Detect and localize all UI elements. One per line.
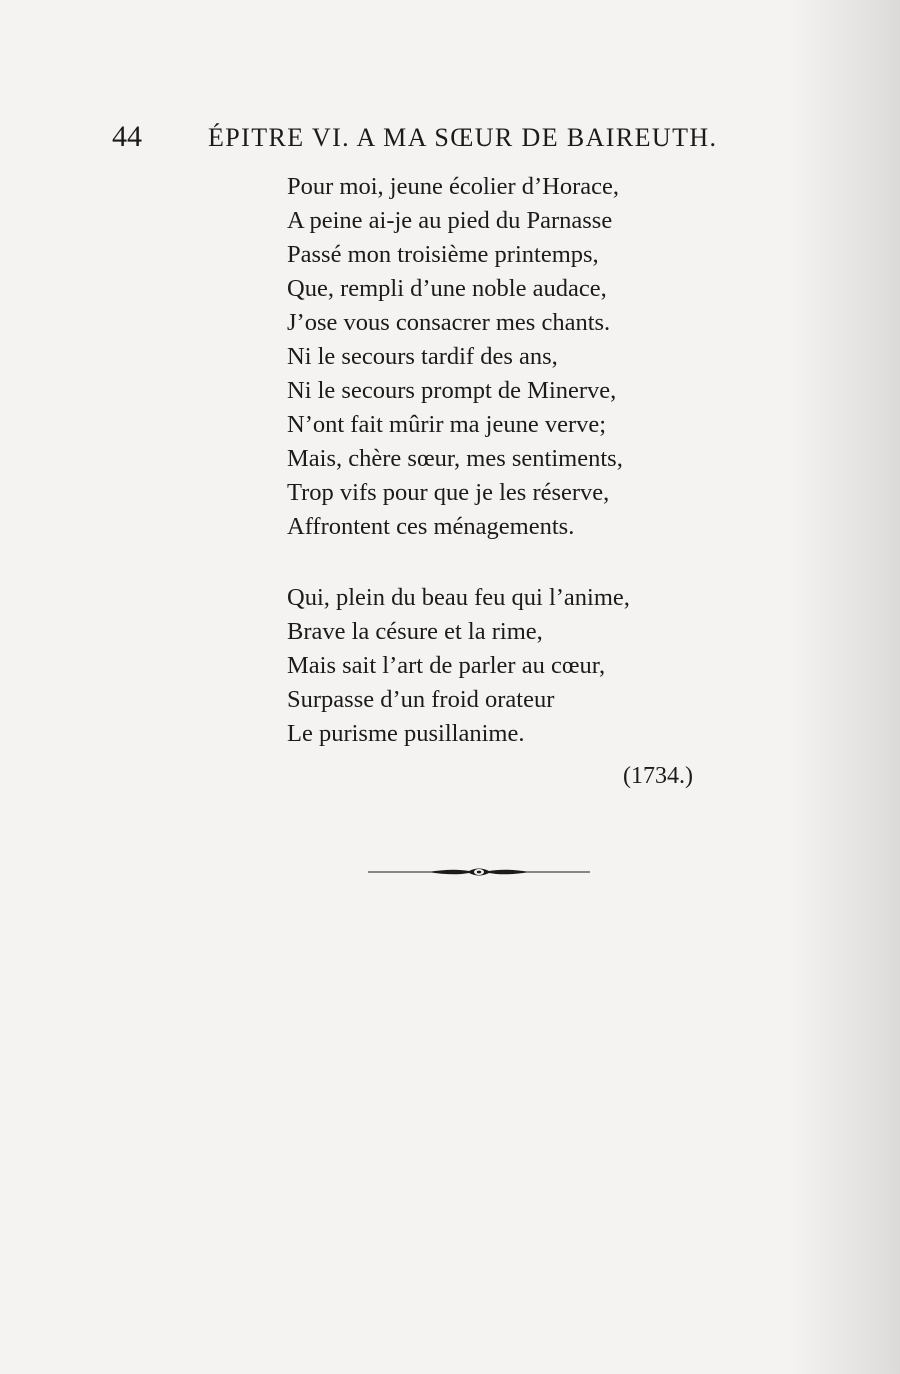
verse-line: N’ont fait mûrir ma jeune verve; bbox=[287, 411, 607, 438]
verse-line: Affrontent ces ménagements. bbox=[287, 513, 575, 540]
verse-line: Passé mon troisième printemps, bbox=[287, 241, 599, 268]
running-title: ÉPITRE VI. A MA SŒUR DE BAIREUTH. bbox=[208, 123, 718, 152]
verse-line: Qui, plein du beau feu qui l’anime, bbox=[287, 584, 630, 611]
verse-line: Pour moi, jeune écolier d’Horace, bbox=[287, 173, 619, 200]
verse-line: Ni le secours tardif des ans, bbox=[287, 343, 558, 370]
verse-line: Surpasse d’un froid orateur bbox=[287, 686, 555, 713]
verse-line: A peine ai-je au pied du Parnasse bbox=[287, 207, 613, 234]
verse-line: Le purisme pusillanime. bbox=[287, 720, 525, 747]
verse-line: Mais, chère sœur, mes sentiments, bbox=[287, 445, 623, 472]
ornamental-rule-icon bbox=[368, 862, 590, 882]
poem-date: (1734.) bbox=[623, 763, 693, 789]
verse-line: Que, rempli d’une noble audace, bbox=[287, 275, 607, 302]
page-number: 44 bbox=[112, 120, 142, 153]
page-shadow bbox=[790, 0, 900, 1374]
verse-line: Trop vifs pour que je les réserve, bbox=[287, 479, 610, 506]
verse-line: Brave la césure et la rime, bbox=[287, 618, 543, 645]
verse-line: Mais sait l’art de parler au cœur, bbox=[287, 652, 606, 679]
verse-line: Ni le secours prompt de Minerve, bbox=[287, 377, 617, 404]
verse-line: J’ose vous consacrer mes chants. bbox=[287, 309, 611, 336]
